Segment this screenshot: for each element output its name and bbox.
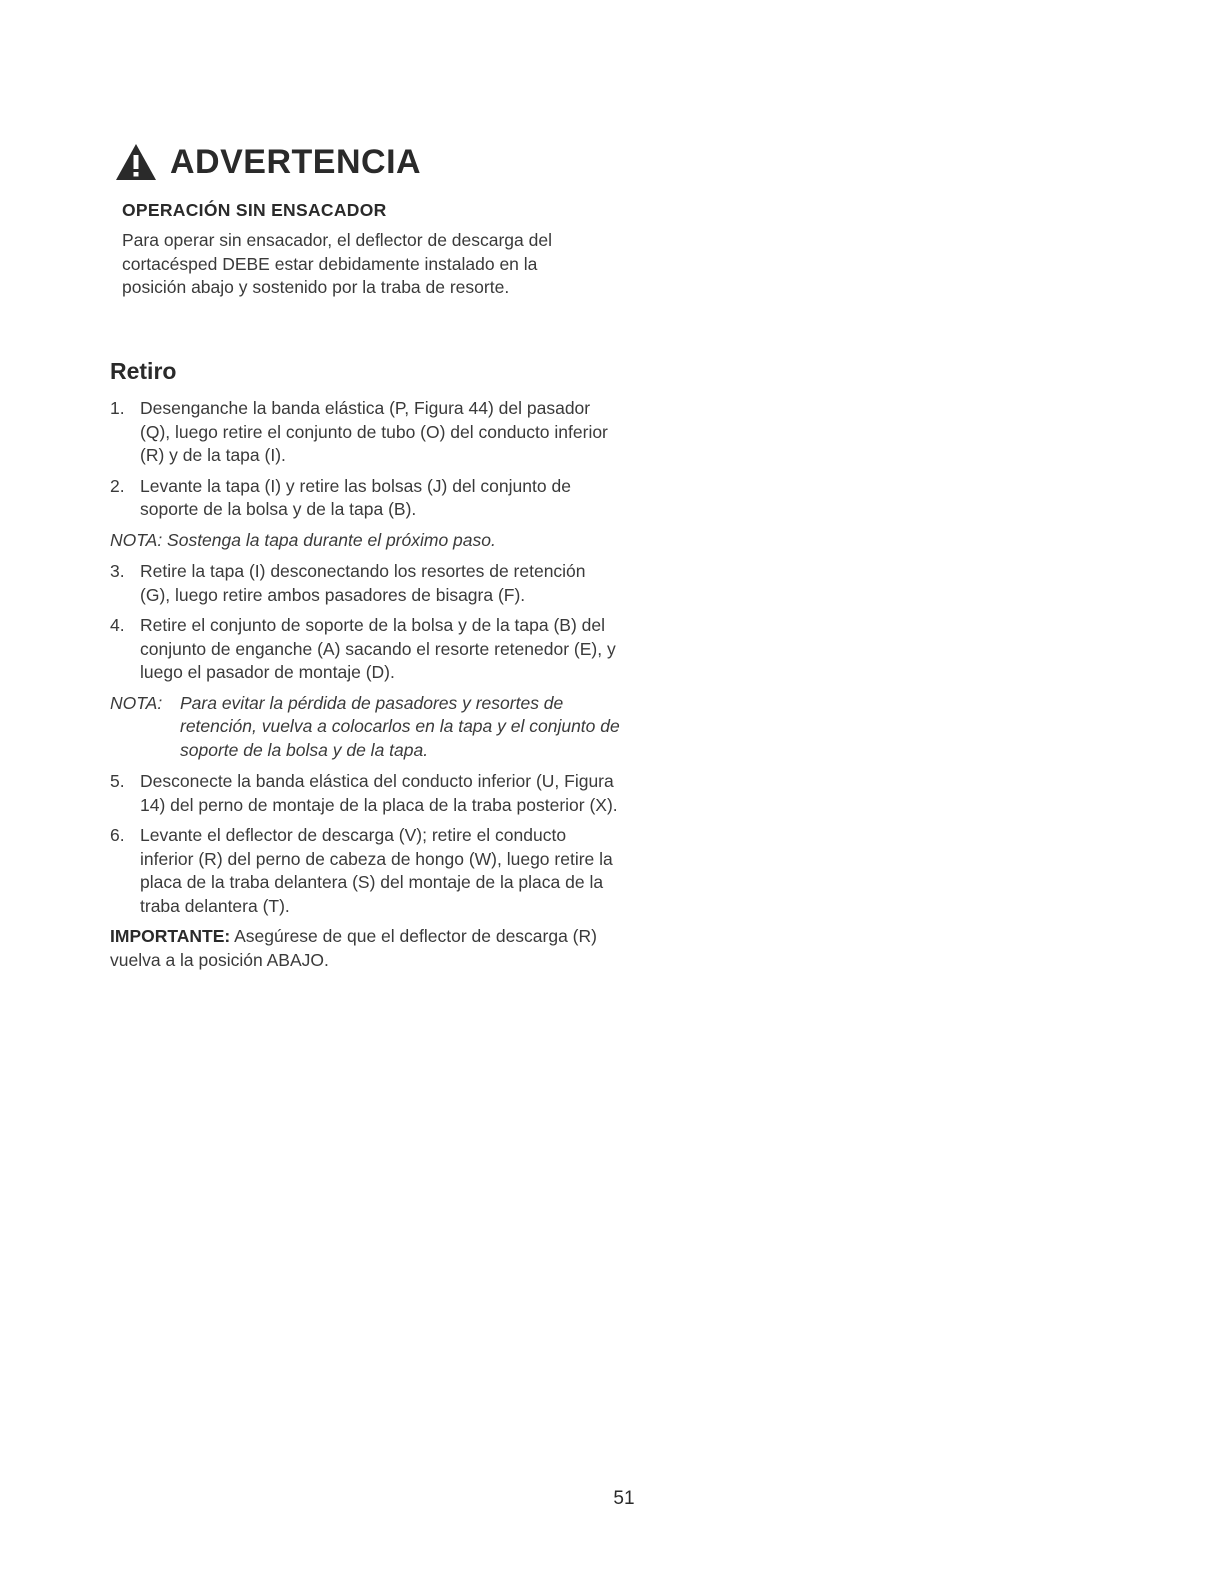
step-text: Retire la tapa (I) desconectando los resortes de retención (G), luego retire ambos pasadores de bisagra (F). (140, 561, 586, 605)
step-5 (110, 770, 620, 817)
warning-block (122, 200, 592, 300)
step-text: Levante el deflector de descarga (V); retire el conducto inferior (R) del perno de cabeza de hongo (W), luego retire la placa de la traba delantera (S) del montaje de la placa de la traba delantera (T). (140, 825, 613, 916)
step-number: 1. (110, 398, 125, 418)
step-6 (110, 824, 620, 918)
step-number: 3. (110, 561, 125, 581)
step-text: Desconecte la banda elástica del conducto inferior (U, Figura 14) del perno de montaje de la placa de la traba posterior (X). (140, 771, 618, 815)
step-2 (110, 475, 620, 522)
step-number: 5. (110, 771, 125, 791)
important-body: Asegúrese de que el deflector de descarga (R) vuelva a la posición ABAJO. (110, 926, 597, 970)
important-notice (110, 925, 620, 972)
page-number: 51 (613, 1488, 635, 1509)
warning-body: Para operar sin ensacador, el deflector de descarga del cortacésped DEBE estar debidamente instalado en la posición abajo y sostenido por la traba de resorte. (122, 230, 552, 297)
note-body: Para evitar la pérdida de pasadores y resortes de retención, vuelva a colocarlos en la tapa y el conjunto de soporte de la bolsa y de la tapa. (180, 692, 620, 760)
warning-heading (114, 142, 421, 182)
step-number: 2. (110, 475, 125, 496)
removal-section (110, 358, 620, 972)
step-1 (110, 397, 620, 468)
warning-triangle-icon (114, 142, 158, 182)
step-number: 6. (110, 825, 125, 845)
step-text: Retire el conjunto de soporte de la bolsa y de la tapa (B) del conjunto de enganche (A) sacando el resorte retenedor (E), y luego el pasador de montaje (D). (140, 615, 616, 682)
warning-subtitle: OPERACIÓN SIN ENSACADOR (122, 200, 387, 220)
step-3 (110, 560, 620, 607)
warning-title: ADVERTENCIA (170, 143, 422, 181)
step-number: 4. (110, 615, 125, 635)
note-pins-springs (110, 692, 620, 763)
note-hold-lid: NOTA: Sostenga la tapa durante el próximo paso. (110, 529, 496, 550)
step-4 (110, 614, 620, 685)
step-text: Levante la tapa (I) y retire las bolsas (J) del conjunto de soporte de la bolsa y de la tapa (B). (140, 475, 571, 519)
step-text: Desenganche la banda elástica (P, Figura 44) del pasador (Q), luego retire el conjunto de tubo (O) del conducto inferior (R) y de la tapa (I). (140, 398, 608, 465)
section-title: Retiro (110, 358, 177, 384)
important-label: IMPORTANTE: (110, 926, 231, 946)
note-label: NOTA: (110, 692, 163, 713)
